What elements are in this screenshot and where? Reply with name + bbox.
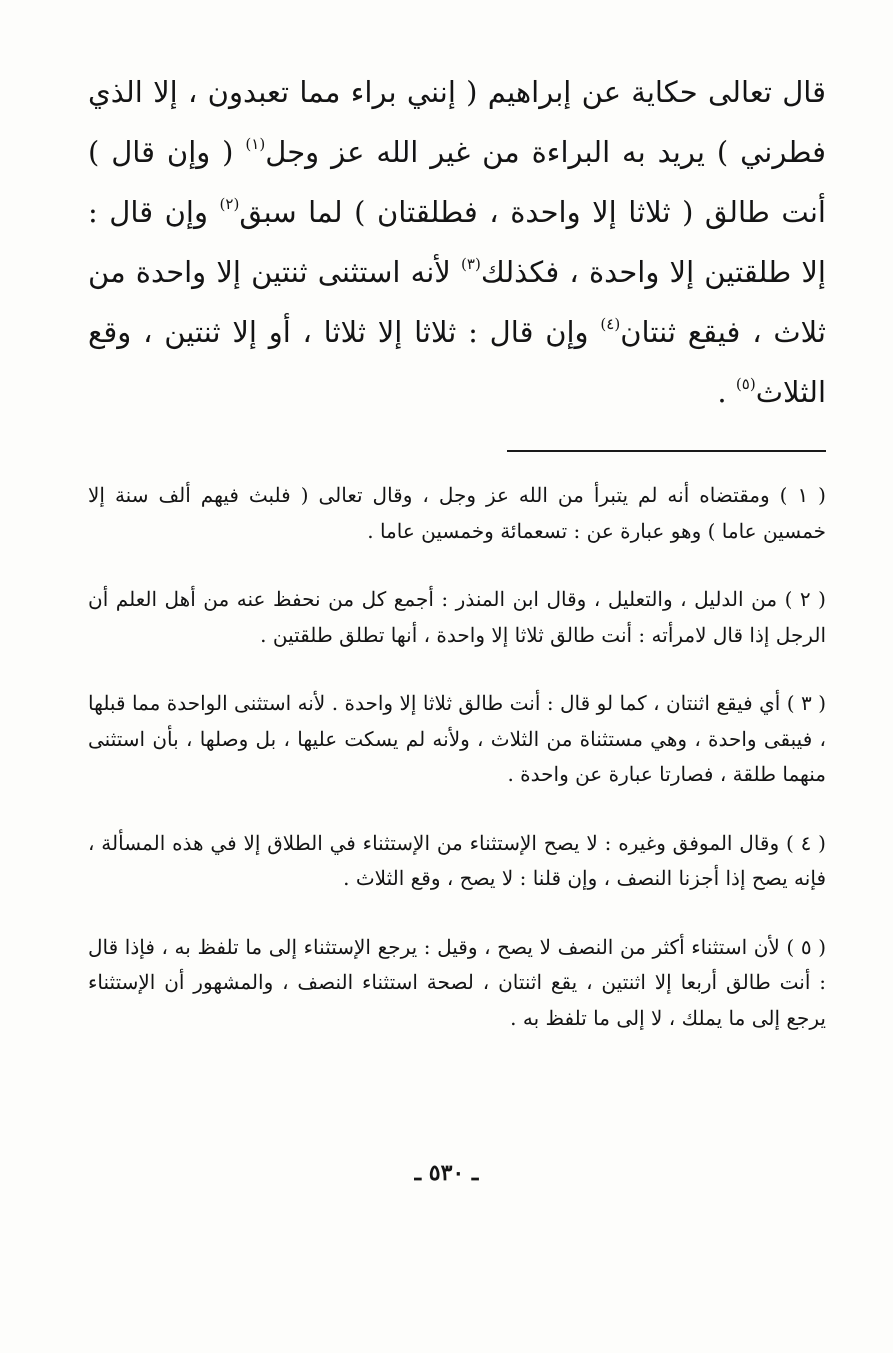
footnotes-block [88,478,826,1069]
footnote-separator [507,450,826,452]
footnote-1: ( ١ ) ومقتضاه أنه لم يتبرأ من الله عز وجل ، وقال تعالى ( فلبث فيهم ألف سنة إلا خمسين عاما ) وهو عبارة عن : تسعمائة وخمسين عاما . [88,483,826,543]
main-segment: قال تعالى حكاية عن إبراهيم ( إنني براء مما تعبدون ، إلا الذي فطرني ) يريد به البراءة من غير الله عز وجل [88,75,826,169]
footnote-ref-5[interactable]: (٥) [735,375,756,394]
main-segment: وإن قال : إلا طلقتين إلا واحدة ، فكذلك [88,195,826,289]
main-segment: ( وإن قال ) أنت طالق ( ثلاثا إلا واحدة ، فطلقتان ) لما سبق [88,135,826,229]
main-segment: لأنه استثنى ثنتين إلا واحدة من ثلاث ، فيقع ثنتان [88,255,826,349]
main-text-block [88,62,826,422]
footnote-ref-4[interactable]: (٤) [600,315,621,334]
main-paragraph [88,62,826,422]
footnote-ref-3[interactable]: (٣) [460,255,481,274]
main-segment: . [717,375,736,409]
footnote-4: ( ٤ ) وقال الموفق وغيره : لا يصح الإستثناء من الإستثناء في الطلاق إلا في هذه المسألة ، فإنه يصح إذا أجزنا النصف ، وإن قلنا : لا يصح ، وقع الثلاث . [88,830,826,890]
footnote-3: ( ٣ ) أي فيقع اثنتان ، كما لو قال : أنت طالق ثلاثا إلا واحدة . لأنه استثنى الواحدة مما قبلها ، فيبقى واحدة ، وهي مستثناة من الثلاث ، ولأنه لم يسكت عليها ، بل وصلها ، بأن استثنى منهما طلقة ، فصارتا عبارة عن واحدة . [88,691,826,786]
footnote-ref-2[interactable]: (٢) [219,195,240,214]
main-segment: وإن قال : ثلاثا إلا ثلاثا ، أو إلا ثنتين ، وقع الثلاث [88,315,826,409]
footnote-ref-1[interactable]: (١) [245,135,266,154]
footnote-5: ( ٥ ) لأن استثناء أكثر من النصف لا يصح ، وقيل : يرجع الإستثناء إلى ما تلفظ به ، فإذا قال : أنت طالق أربعا إلا اثنتين ، يقع اثنتان ، لصحة استثناء النصف ، والمشهور أن الإستثناء يرجع إلى ما يملك ، لا إلى ما تلفظ به . [88,934,826,1030]
page-number: ـ ٥٣٠ ـ [414,1160,479,1186]
footnote-2: ( ٢ ) من الدليل ، والتعليل ، وقال ابن المنذر : أجمع كل من نحفظ عنه من أهل العلم أن الرجل إذا قال لامرأته : أنت طالق ثلاثا إلا واحدة ، أنها تطلق طلقتين . [88,587,826,647]
